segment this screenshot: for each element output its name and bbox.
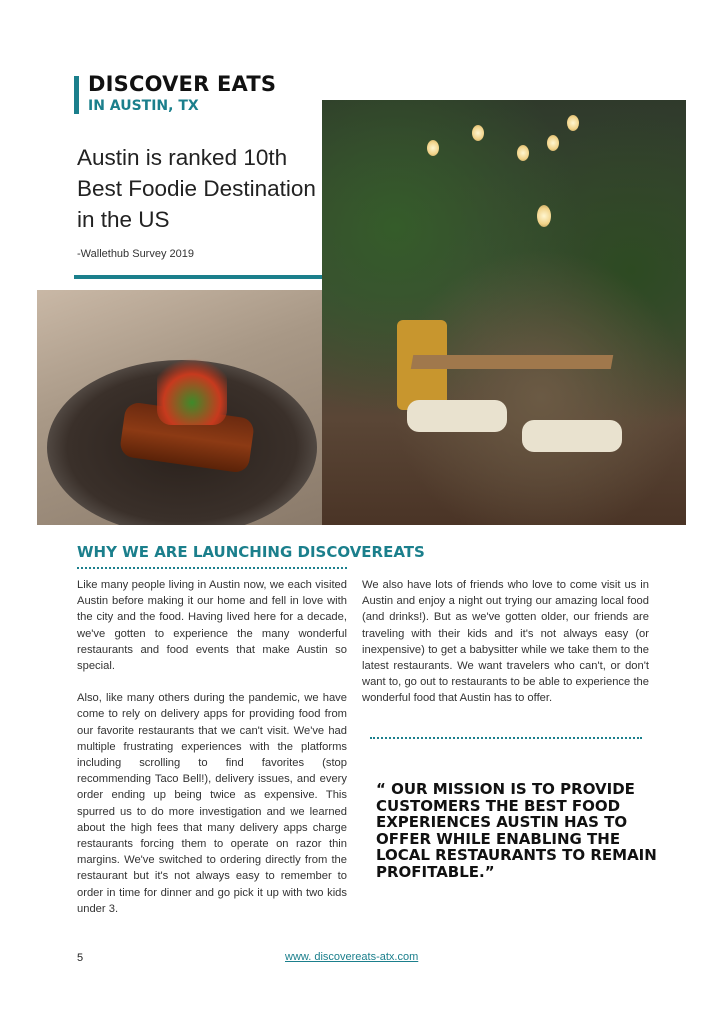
hero-headline: Austin is ranked 10th Best Foodie Destination in the US [77, 145, 316, 232]
chair-cushion [407, 400, 507, 432]
string-light-bulb [567, 115, 579, 131]
paragraph: Also, like many others during the pandemic, we have come to rely on delivery apps for providing food from our favorite restaurants that we can't visit. We've had multiple frustrating experiences with the platforms including scrolling to find favorites (stop recommending Taco Bell!), delivery issues, and every order ending up being twice as expensive. This spurred us to do more investigation and we learned about the high fees that many delivery apps charge restaurants forcing them to operate on razor thin margins. We've switched to ordering directly from the restaurant but it's not always easy to remember to order in time for dinner and go pick it up with two kids under 3. [77, 692, 347, 915]
right-column [362, 577, 649, 723]
hero-source: -Wallethub Survey 2019 [77, 248, 194, 260]
heading-dotted-rule [77, 567, 347, 569]
hero-divider [74, 275, 346, 279]
paragraph: We also have lots of friends who love to come visit us in Austin and enjoy a night out trying our amazing local food (and drinks!). But as we've gotten older, our friends are traveling with their kids and it's not always easy (or inexpensive) to get a babysitter while we take them to the latest restaurants. We want travelers who can't, or don't want to, go out to restaurants to be able to experience the wonderful food that Austin has to offer. [362, 579, 649, 705]
string-light-bulb [517, 145, 529, 161]
patio-photo [322, 100, 686, 525]
wall-lamp [537, 205, 551, 227]
string-light-bulb [472, 125, 484, 141]
website-link[interactable]: www. discovereats-atx.com [285, 951, 419, 963]
brand-subtitle: IN AUSTIN, TX [88, 98, 199, 114]
paragraph: Like many people living in Austin now, we each visited Austin before making it our home and fell in love with the city and the food. Having lived here for a decade, we've gotten to experience the many wonderful restaurants and food events that make Austin so special. [77, 579, 347, 673]
mission-quote: “ OUR MISSION IS TO PROVIDE CUSTOMERS THE BEST FOOD EXPERIENCES AUSTIN HAS TO OFFER WHILE ENABLING THE LOCAL RESTAURANTS TO REMAIN PROFITABLE.” [376, 780, 657, 881]
garnish [157, 350, 227, 425]
brand-title: DISCOVER EATS [88, 72, 277, 96]
string-light-bulb [427, 140, 439, 156]
left-column [77, 577, 347, 933]
section-heading: WHY WE ARE LAUNCHING DISCOVEREATS [77, 543, 425, 561]
header-accent-bar [74, 76, 79, 114]
chair-cushion [522, 420, 622, 452]
page-number: 5 [77, 952, 84, 964]
string-light-bulb [547, 135, 559, 151]
quote-dotted-rule [370, 737, 642, 739]
food-photo [37, 290, 322, 525]
bistro-table [411, 355, 613, 369]
